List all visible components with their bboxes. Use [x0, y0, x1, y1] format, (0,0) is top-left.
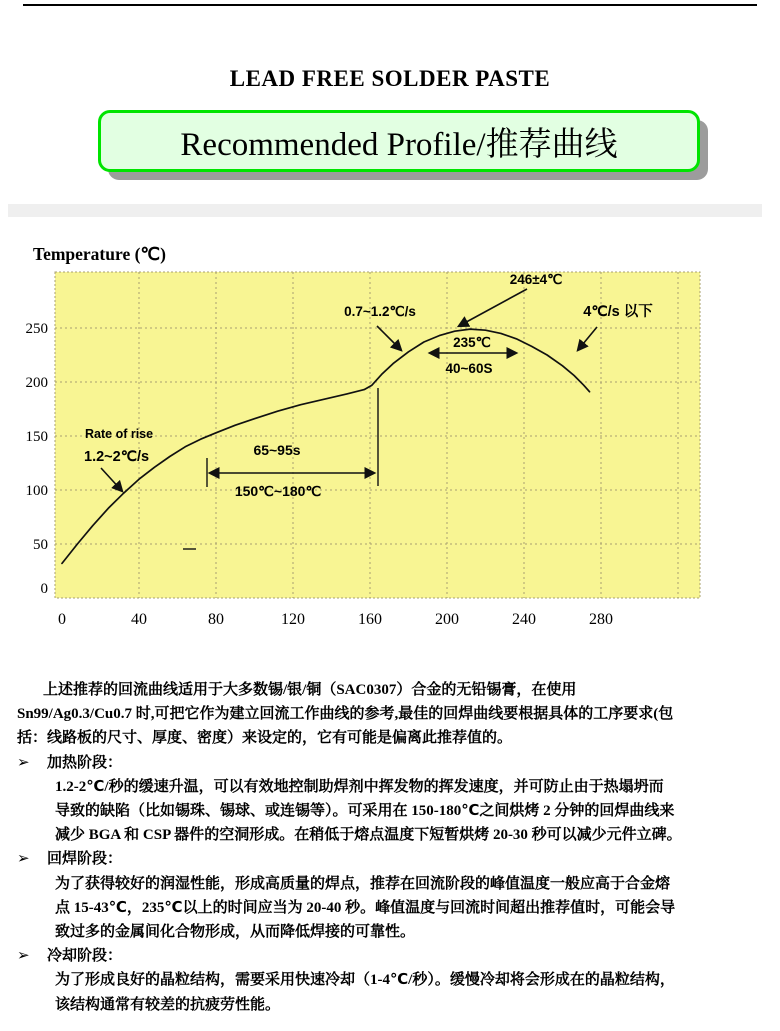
- rate-of-rise-value: 1.2~2℃/s: [84, 449, 150, 465]
- tal-temp-label: 235℃: [453, 335, 491, 350]
- x-axis-tick-label: 240: [512, 611, 536, 628]
- body-line: 该结构通常有较差的抗疲劳性能。: [55, 996, 281, 1013]
- body-line: 致过多的金属间化合物形成，从而降低焊接的可靠性。: [55, 924, 416, 941]
- tal-time-label: 40~60S: [445, 361, 493, 376]
- bullet-arrow-icon: ➢: [17, 754, 30, 771]
- body-line: 1.2-2℃/秒的缓速升温，可以有效地控制助焊剂中挥发物的挥发速度，并可防止由于热塌坍而: [55, 778, 664, 795]
- y-axis-tick-label: 0: [40, 581, 48, 597]
- body-text: [17, 678, 765, 1017]
- bullet-heading: [17, 944, 765, 968]
- body-line: 为了形成良好的晶粒结构，需要采用快速冷却（1-4℃/秒）。缓慢冷却将会形成在的晶粒结构，: [55, 972, 675, 989]
- rate-of-rise-label: Rate of rise: [85, 427, 154, 441]
- reflow-profile-chart-svg: [0, 196, 780, 666]
- bullet-heading-label: 回焊阶段：: [47, 851, 123, 868]
- body-line: 点 15-43℃，235℃以上的时间应当为 20-40 秒。峰值温度与回流时间超出推荐值时，可能会导: [55, 899, 676, 916]
- soak-temp-label: 150℃~180℃: [234, 483, 322, 499]
- body-line: 导致的缺陷（比如锡珠、锡球、或连锡等）。可采用在 150-180℃之间烘烤 2 分钟的回焊曲线来: [55, 803, 675, 820]
- x-axis-tick-label: 80: [208, 611, 224, 628]
- y-axis-tick-label: 150: [25, 429, 48, 445]
- x-axis-tick-label: 200: [435, 611, 459, 628]
- peak-temp-label: 246±4℃: [509, 272, 563, 287]
- page-title: LEAD FREE SOLDER PASTE: [229, 66, 551, 91]
- y-axis-tick-label: 250: [25, 321, 48, 337]
- y-axis-tick-label: 50: [33, 537, 48, 553]
- body-line: 为了获得较好的润湿性能，形成高质量的焊点，推荐在回流阶段的峰值温度一般应高于合金熔: [55, 875, 671, 892]
- x-axis-tick-label: 160: [358, 611, 382, 628]
- body-line: Sn99/Ag0.3/Cu0.7 时,可把它作为建立回流工作曲线的参考,最佳的回焊曲线要根据具体的工序要求(包: [17, 706, 674, 723]
- banner-label: Recommended Profile/推荐曲线: [180, 126, 618, 163]
- bullet-heading: [17, 751, 765, 775]
- soak-time-label: 65~95s: [253, 442, 301, 458]
- x-axis-tick-label: 0: [58, 611, 66, 628]
- y-axis-tick-label: 100: [25, 483, 48, 499]
- bullet-arrow-icon: ➢: [17, 948, 30, 965]
- header-rule: [23, 4, 757, 6]
- x-axis-tick-label: 280: [589, 611, 613, 628]
- bullet-heading-label: 冷却阶段：: [47, 948, 123, 965]
- x-axis-tick-label: 120: [281, 611, 305, 628]
- cooling-rate-label: 4℃/s 以下: [583, 304, 653, 320]
- chart-title: Temperature (℃): [33, 244, 166, 264]
- body-line: 括：线路板的尺寸、厚度、密度）来设定的，它有可能是偏离此推荐值的。: [17, 730, 513, 747]
- bullet-heading-label: 加热阶段：: [47, 754, 123, 771]
- body-line: 减少 BGA 和 CSP 器件的空洞形成。在稍低于熔点温度下短暂烘烤 20-30 秒可以减少元件立碑。: [55, 827, 682, 844]
- recommended-profile-banner: [98, 110, 700, 172]
- x-axis-tick-label: 40: [131, 611, 147, 628]
- bullet-arrow-icon: ➢: [17, 851, 30, 868]
- y-axis-tick-label: 200: [25, 375, 48, 391]
- bullet-heading: [17, 847, 765, 871]
- ramp-rate-label: 0.7~1.2℃/s: [344, 304, 416, 319]
- body-line: 上述推荐的回流曲线适用于大多数锡/银/铜（SAC0307）合金的无铅锡膏，在使用: [43, 682, 577, 698]
- reflow-profile-chart: [0, 196, 780, 666]
